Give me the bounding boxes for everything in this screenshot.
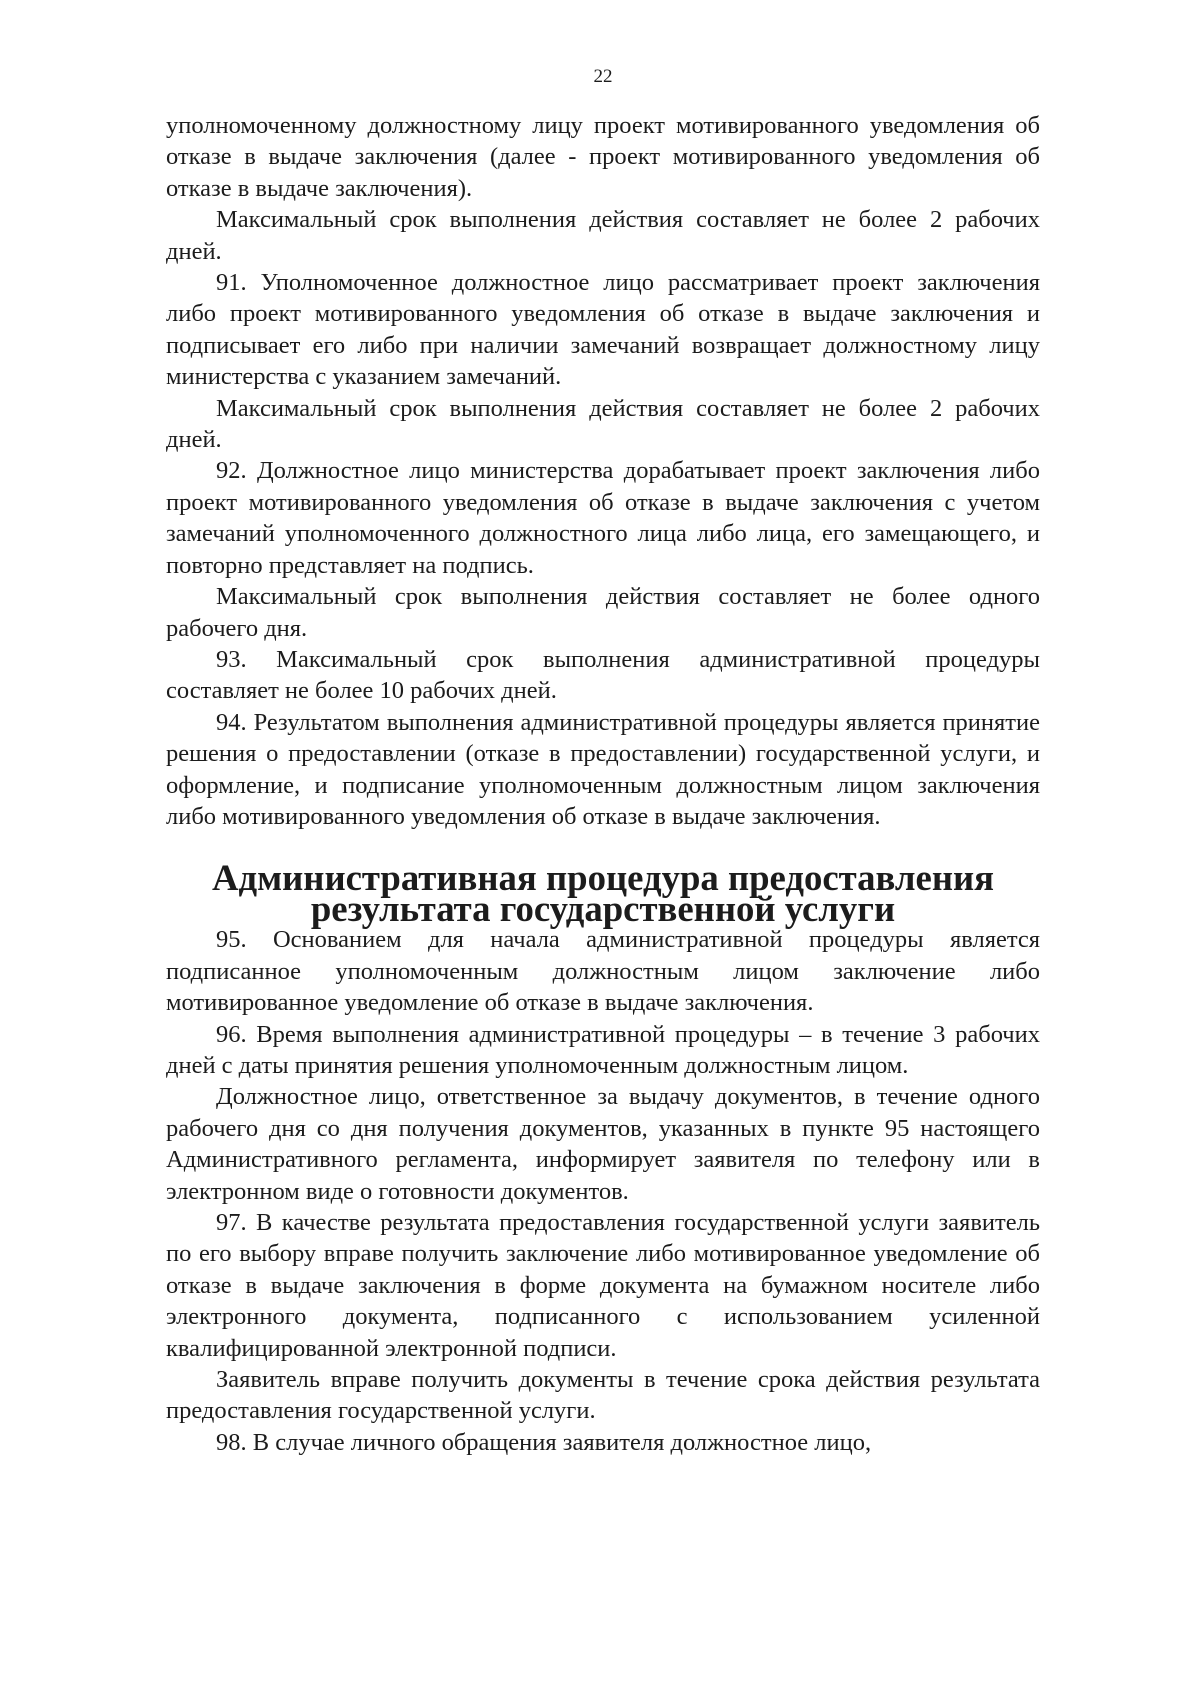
section-heading [166,857,1040,930]
paragraph: 96. Время выполнения административной процедуры – в течение 3 рабочих дней с даты принятия решения уполномоченным должностным лицом. [166,1020,1040,1079]
paragraph: 93. Максимальный срок выполнения административной процедуры составляет не более 10 рабочих дней. [166,645,1040,705]
paragraph: 94. Результатом выполнения административной процедуры является принятие решения о предоставлении (отказе в предоставлении) государственной услуги, и оформление, и подписание уполномоченным должностным лицом заключения либо мотивированного уведомления об отказе в выдаче заключения. [166,708,1040,830]
paragraph: 92. Должностное лицо министерства дорабатывает проект заключения либо проект мотивированного уведомления об отказе в выдаче заключения с учетом замечаний уполномоченного должностного лица либо лица, его замещающего, и повторно представляет на подпись. [166,457,1040,579]
section-heading-line: Административная процедура предоставления [211,857,995,899]
paragraph: 98. В случае личного обращения заявителя должностное лицо, [216,1428,872,1456]
document-page [166,66,1040,1458]
paragraph: Максимальный срок выполнения действия составляет не более 2 рабочих дней. [166,206,1040,265]
paragraph: 95. Основанием для начала административной процедуры является подписанное уполномоченным должностным лицом заключение либо мотивированное уведомление об отказе в выдаче заключения. [166,926,1040,1017]
paragraph: уполномоченному должностному лицу проект мотивированного уведомления об отказе в выдаче заключения (далее - проект мотивированного уведомления об отказе в выдаче заключения). [166,112,1040,202]
paragraph: Должностное лицо, ответственное за выдачу документов, в течение одного рабочего дня со дня получения документов, указанных в пункте 95 настоящего Административного регламента, информирует заявителя по телефону или в электронном виде о готовности документов. [166,1083,1040,1205]
paragraph: Заявитель вправе получить документы в течение срока действия результата предоставления государственной услуги. [166,1366,1040,1425]
section-after-heading [166,924,1040,1458]
section-heading-line: результата государственной услуги [310,888,896,930]
paragraph: Максимальный срок выполнения действия составляет не более 2 рабочих дней. [166,394,1040,454]
page-number: 22 [593,66,613,87]
paragraph: 91. Уполномоченное должностное лицо рассматривает проект заключения либо проект мотивированного уведомления об отказе в выдаче заключения и подписывает его либо при наличии замечаний возвращает должностному лицу министерства с указанием замечаний. [166,269,1040,391]
paragraph: 97. В качестве результата предоставления государственной услуги заявитель по его выбору вправе получить заключение либо мотивированное уведомление об отказе в выдаче заключения в форме документа на бумажном носителе либо электронного документа, подписанного с использованием усиленной квалифицированной электронной подписи. [166,1209,1040,1362]
section-before-heading [166,110,1040,832]
paragraph: Максимальный срок выполнения действия составляет не более одного рабочего дня. [166,583,1040,642]
